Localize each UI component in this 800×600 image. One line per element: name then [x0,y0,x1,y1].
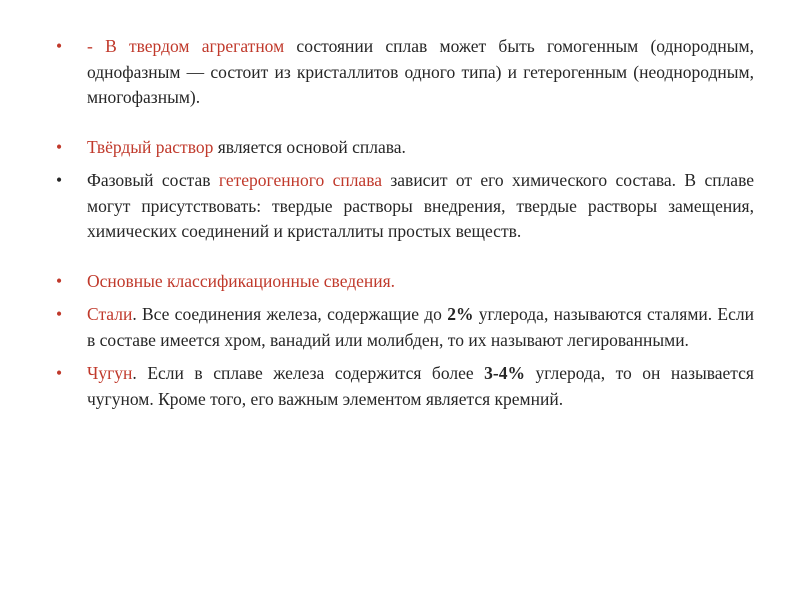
list-item-phase-composition [56,168,754,245]
bullet-icon: • [56,36,63,56]
bullet-icon: • [56,170,63,190]
item-text-segment: Твёрдый раствор [87,136,214,157]
item-text-segment: Чугун [87,363,133,383]
bullet-icon: • [56,136,63,157]
item-text-segment: зависит от его химического состава. В сплаве могут присутствовать: твердые растворы внедрения, твердые растворы замещения, химических соединений и кристаллиты простых веществ. [87,170,755,241]
list-item-alloy-states [56,34,754,111]
list-item-cast-iron [56,361,754,412]
item-text-bold: 2% [447,304,474,324]
item-text-segment: . Все соединения железа, содержащие до [132,304,448,324]
item-text-segment: является основой сплава. [213,136,406,157]
item-text-segment: - В твердом агрегатном [87,36,285,56]
item-text-segment: углерода, то он называется чугуном. Кроме того, его важным элементом является кремний. [87,363,754,409]
bullet-icon: • [56,270,63,291]
bullet-list [56,34,754,412]
list-item-solid-solution [56,135,754,161]
bullet-icon: • [56,304,63,324]
item-text-segment: углерода, называются сталями. Если в составе имеется хром, ванадий или молибден, то их называют легированными. [87,304,754,350]
item-text-segment: . Если в сплаве железа содержится более [132,363,485,383]
item-text-segment: гетерогенного сплава [218,170,383,190]
item-text-bold: 3-4% [484,363,525,383]
bullet-icon: • [56,363,63,383]
item-text-segment: Стали [87,304,133,324]
item-text-segment: состоянии сплав может быть гомогенным (однородным, однофазным — состоит из кристаллитов одного типа) и гетерогенным (неоднородным, многофазным). [87,36,755,107]
list-item-steels [56,302,754,353]
item-text-segment: Основные классификационные сведения. [87,270,396,291]
item-text-segment: Фазовый состав [87,170,219,190]
list-item-classification [56,269,754,295]
